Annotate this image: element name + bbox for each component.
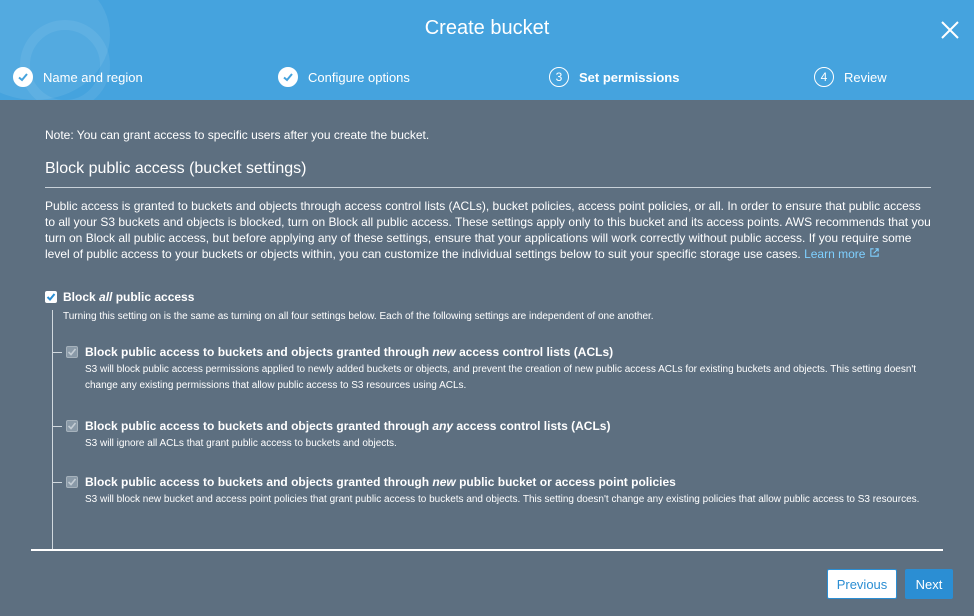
step-review <box>814 64 887 90</box>
option-block-new-policies[interactable] <box>66 475 676 489</box>
option-description: S3 will block new bucket and access point policies that grant public access to buckets and objects. This setting doesn't change any existing policies that allow public access to S3 resources. <box>85 494 920 505</box>
step-number: 3 <box>549 67 569 87</box>
option-block-any-acls[interactable] <box>66 419 610 433</box>
description-paragraph <box>45 198 931 262</box>
step-label: Review <box>844 69 887 85</box>
step-label: Name and region <box>43 69 143 85</box>
check-circle-icon <box>278 67 298 87</box>
check-circle-icon <box>13 67 33 87</box>
close-icon[interactable] <box>938 18 962 42</box>
block-all-label: Block all public access <box>63 290 195 304</box>
section-divider <box>45 187 931 188</box>
next-button[interactable]: Next <box>905 569 953 599</box>
tree-connector-vertical <box>52 310 53 550</box>
step-label: Configure options <box>308 69 410 85</box>
step-label: Set permissions <box>579 69 680 85</box>
tree-connector <box>52 426 62 427</box>
step-name-and-region <box>13 64 143 90</box>
step-number: 4 <box>814 67 834 87</box>
checkbox-disabled-icon[interactable] <box>66 346 78 358</box>
footer-divider <box>31 549 943 551</box>
external-link-icon <box>869 247 880 258</box>
previous-button[interactable]: Previous <box>827 569 897 599</box>
modal-title: Create bucket <box>424 17 550 39</box>
step-configure-options <box>278 64 410 90</box>
step-set-permissions <box>549 64 679 90</box>
option-description: S3 will block public access permissions applied to newly added buckets or objects, and prevent the creation of new public access ACLs for existing buckets and objects. This setting doesn't change any existing permissions that allow public access to S3 resources using ACLs. <box>85 364 917 391</box>
paragraph-text: Public access is granted to buckets and objects through access control lists (ACLs), bucket policies, access point policies, or all. In order to ensure that public access to all your S3 buckets and objects is blocked, turn on Block all public access. These settings apply only to this bucket and its access points. AWS recommends that you turn on Block all public access, but before applying any of these settings, ensure that your applications will work correctly without public access. If you require some level of public access to your buckets or objects within, you can customize the individual settings below to suit your specific storage use cases. <box>45 199 931 261</box>
tree-connector <box>52 352 62 353</box>
block-all-description: Turning this setting on is the same as turning on all four settings below. Each of the following settings are independent of one another. <box>63 311 654 322</box>
option-label: Block public access to buckets and objects granted through any access control lists (ACLs) <box>85 419 611 433</box>
checkbox-checked-icon[interactable] <box>45 291 57 303</box>
option-block-new-acls[interactable] <box>66 345 613 359</box>
option-label: Block public access to buckets and objects granted through new public bucket or access point policies <box>85 475 676 489</box>
block-all-public-access-checkbox-row[interactable] <box>45 290 194 304</box>
section-title: Block public access (bucket settings) <box>45 160 307 177</box>
checkbox-disabled-icon[interactable] <box>66 476 78 488</box>
checkbox-disabled-icon[interactable] <box>66 420 78 432</box>
learn-more-link[interactable]: Learn more <box>804 247 880 261</box>
option-label: Block public access to buckets and objects granted through new access control lists (ACLs) <box>85 345 614 359</box>
tree-connector <box>52 482 62 483</box>
wizard-header <box>0 0 974 100</box>
option-description: S3 will ignore all ACLs that grant public access to buckets and objects. <box>85 438 397 449</box>
note-text: Note: You can grant access to specific users after you create the bucket. <box>45 128 430 142</box>
